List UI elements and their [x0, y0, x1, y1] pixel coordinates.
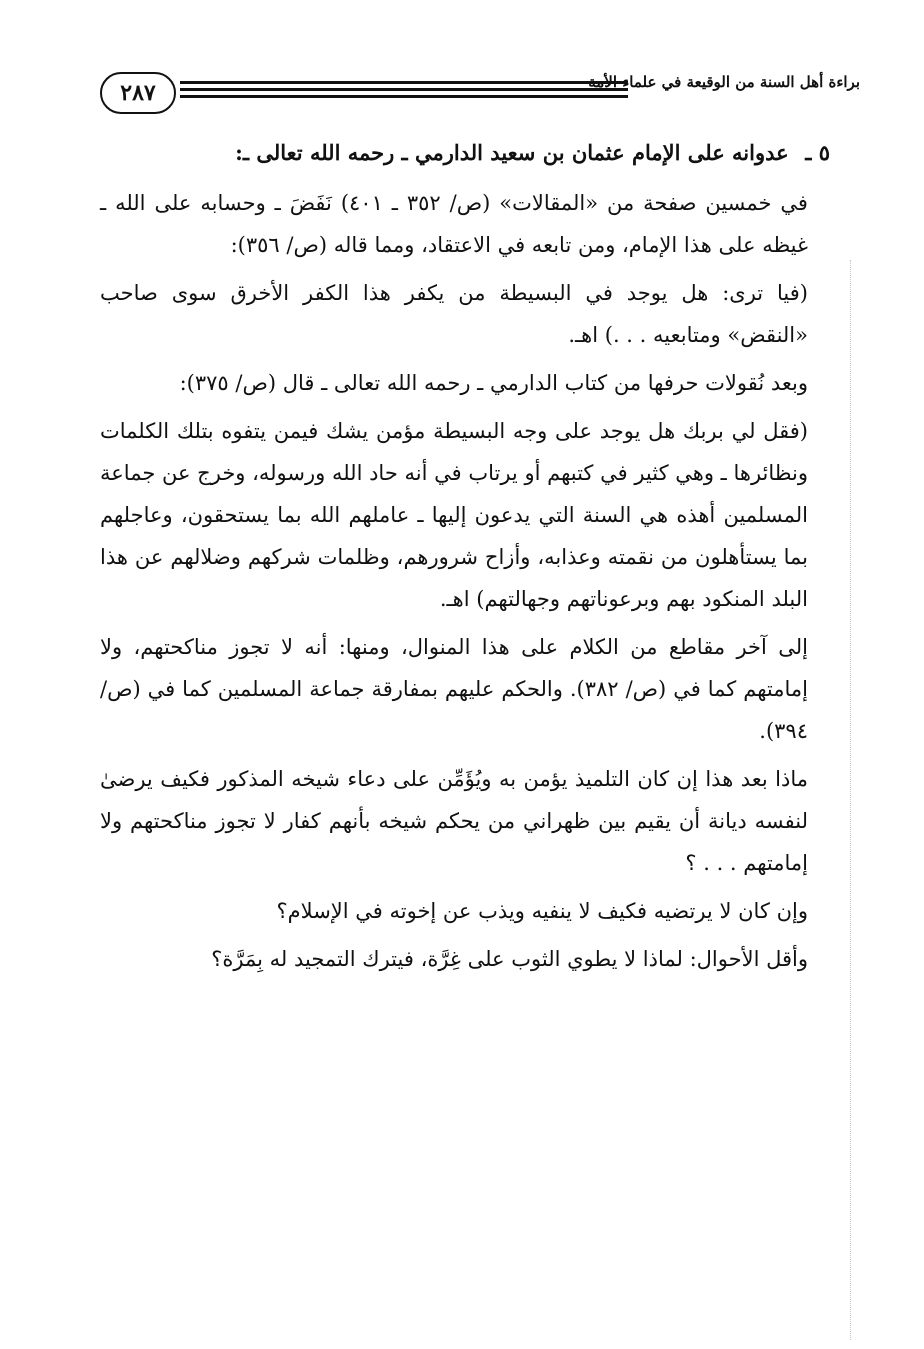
- body-text: [100, 132, 830, 986]
- paragraph: وبعد نُقولات حرفها من كتاب الدارمي ـ رحمه الله تعالى ـ قال (ص/ ٣٧٥):: [179, 371, 808, 395]
- section-title: عدوانه على الإمام عثمان بن سعيد الدارمي ـ رحمه الله تعالى ـ:: [235, 140, 789, 165]
- section-number: ٥ ـ: [805, 140, 830, 165]
- paragraph: وأقل الأحوال: لماذا لا يطوي الثوب على غِرَّة، فيترك التمجيد له بِمَرَّة؟: [211, 947, 808, 971]
- quote-paragraph: (فقل لي بربك هل يوجد على وجه البسيطة مؤمن يشك فيمن يتفوه بتلك الكلمات ونظائرها ـ وهي كثير في كتبهم أو يرتاب في أنه حاد الله ورسوله، وخرج عن جماعة المسلمين أهذه هي السنة التي يدعون إليها ـ عاملهم الله بما يستحقون، وعاجلهم بما يستأهلون من نقمته وعذابه، وأزاح شرورهم، وظلمات شركهم وضلالهم عن هذا البلد المنكود بهم وبرعوناتهم وجهالتهم) اهـ.: [100, 419, 808, 611]
- page-number: ٢٨٧: [100, 72, 176, 114]
- paragraph: وإن كان لا يرتضيه فكيف لا ينفيه ويذب عن إخوته في الإسلام؟: [276, 899, 808, 923]
- paragraph: إلى آخر مقاطع من الكلام على هذا المنوال، ومنها: أنه لا تجوز مناكحتهم، ولا إمامتهم كما في (ص/ ٣٨٢). والحكم عليهم بمفارقة جماعة المسلمين كما في (ص/ ٣٩٤).: [100, 635, 808, 743]
- paragraph: ماذا بعد هذا إن كان التلميذ يؤمن به ويُؤَمِّن على دعاء شيخه المذكور فكيف يرضىٰ لنفسه ديانة أن يقيم بين ظهراني من يحكم شيخه بأنهم كفار لا تجوز مناكحتهم ولا إمامتهم . . . ؟: [100, 767, 808, 875]
- paragraph: في خمسين صفحة من «المقالات» (ص/ ٣٥٢ ـ ٤٠١) نَفَضَ ـ وحسابه على الله ـ غيظه على هذا الإمام، ومن تابعه في الاعتقاد، ومما قاله (ص/ ٣٥٦):: [100, 191, 808, 257]
- quote-paragraph: (فيا ترى: هل يوجد في البسيطة من يكفر هذا الكفر الأخرق سوى صاحب «النقض» ومتابعيه . . .) اهـ.: [100, 281, 808, 347]
- running-title: براءة أهل السنة من الوقيعة في علماء الأمة: [588, 73, 860, 91]
- header-rule: [180, 81, 628, 99]
- section-heading: [100, 132, 830, 174]
- scan-margin-line: [850, 260, 852, 1340]
- page-header: [100, 64, 860, 124]
